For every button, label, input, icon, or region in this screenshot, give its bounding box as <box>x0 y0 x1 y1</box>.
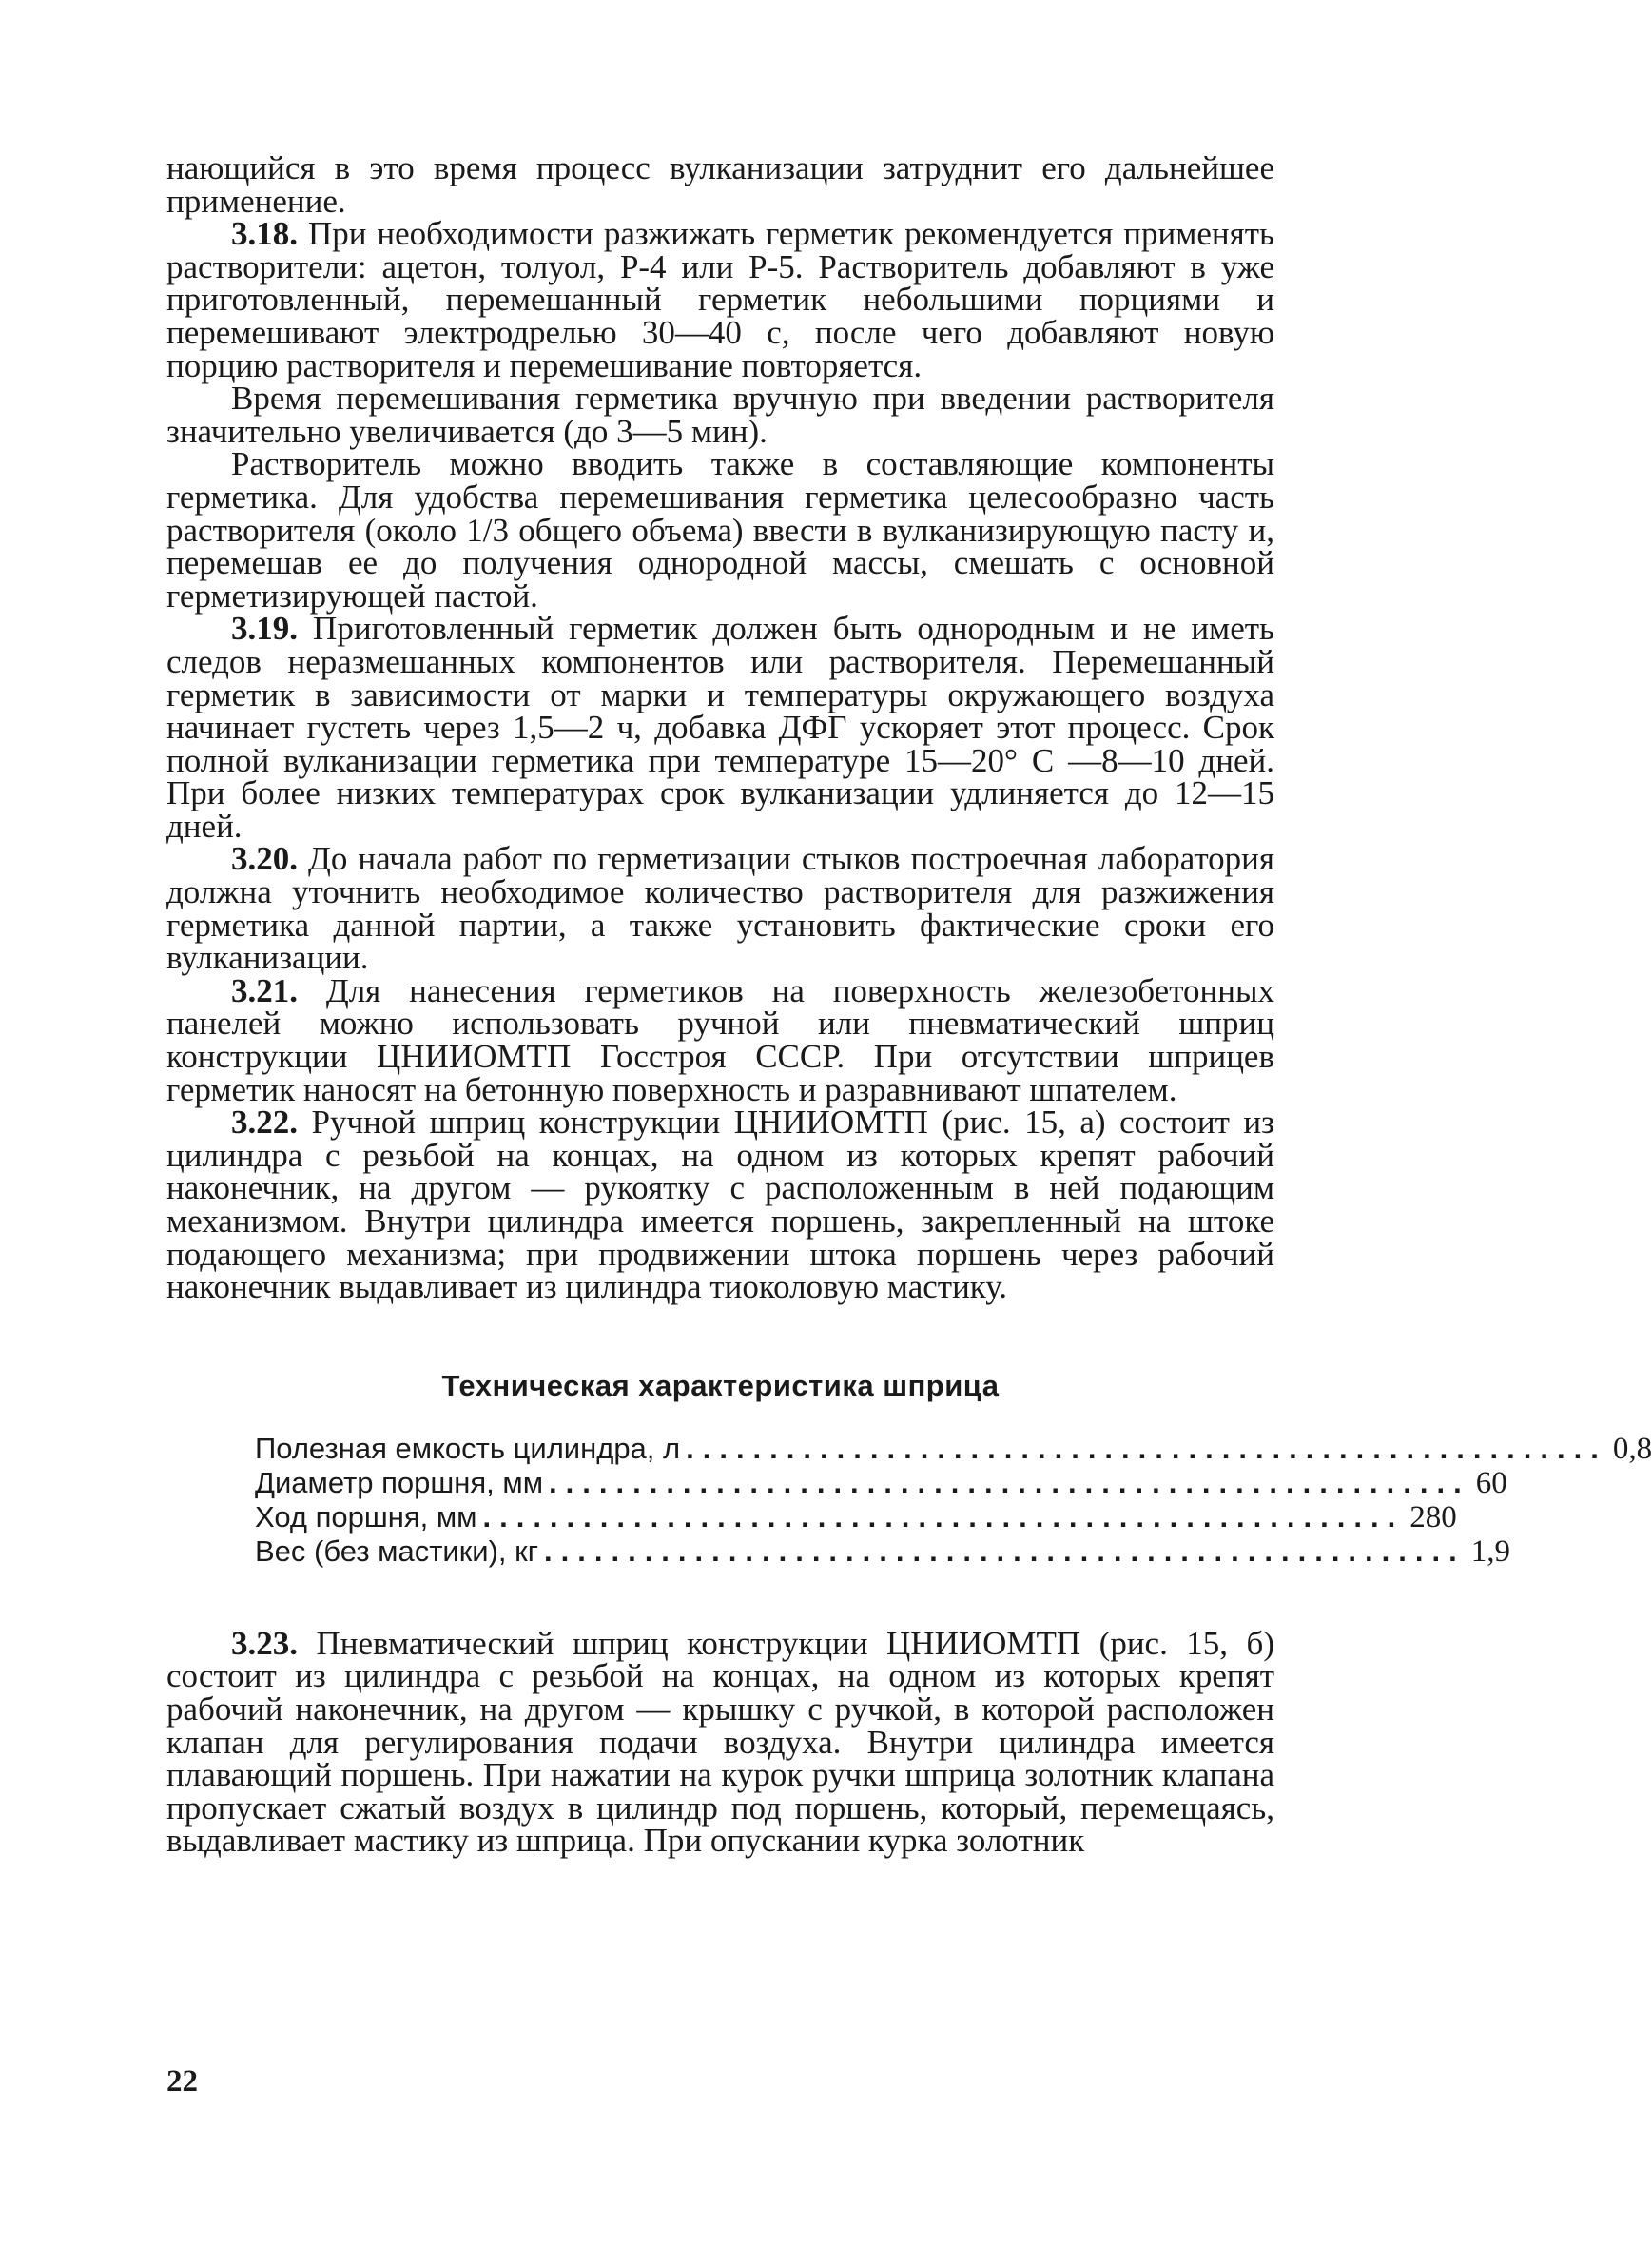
spec-row <box>255 1499 1457 1534</box>
paragraph-3-19 <box>166 610 1274 845</box>
spec-row <box>255 1534 1510 1569</box>
spec-label: Диаметр поршня, мм <box>255 1465 544 1499</box>
spec-value: 1,9 <box>1470 1534 1510 1569</box>
paragraph-text: Приготовленный герметик должен быть однородным и не иметь следов неразмешанных компонентов или растворителя. Перемешанный герметик в зависимости от марки и температуры окружающего воздуха начинает густеть через 1,5—2 ч, добавка ДФГ ускоряет этот процесс. Срок полной вулканизации герметика при температуре 15—20° С —8—10 дней. При более низких температурах срок вулканизации удлиняется до 12—15 дней. <box>166 610 1274 845</box>
paragraph-text: Время перемешивания герметика вручную при введении растворителя значительно увеличивается (до 3—5 мин). <box>166 380 1274 450</box>
paragraph-3-20 <box>166 840 1274 977</box>
paragraph-text: Пневматический шприц конструкции ЦНИИОМТП (рис. 15, б) состоит из цилиндра с резьбой на концах, на одном из которых крепят рабочий наконечник, на другом — крышку с ручкой, в которой расположен клапан для регулирования подачи воздуха. Внутри цилиндра имеется плавающий поршень. При нажатии на курок ручки шприца золотник клапана пропускает сжатый воздух в цилиндр под поршень, который, перемещаясь, выдавливает мастику из шприца. При опускании курка золотник <box>166 1624 1274 1860</box>
paragraph-text: Для нанесения герметиков на поверхность железобетонных панелей можно использовать ручной или пневматический шприц конструкции ЦНИИОМТП Госстроя СССР. При отсутствии шприцев герметик наносят на бетонную поверхность и разравнивают шпателем. <box>166 971 1274 1108</box>
spec-label: Полезная емкость цилиндра, л <box>255 1431 681 1465</box>
spec-value: 60 <box>1475 1465 1507 1500</box>
spec-value: 280 <box>1409 1499 1457 1534</box>
spec-row <box>255 1431 1652 1466</box>
paragraph-text: При необходимости разжижать герметик рекомендуется применять растворители: ацетон, толуол, Р-4 или Р-5. Растворитель добавляют в уже приготовленный, перемешанный герметик небольшими порциями и перемешивают электродрелью 30—40 с, после чего добавляют новую порцию растворителя и перемешивание повторяется. <box>166 215 1274 384</box>
paragraph-3-22 <box>166 1106 1274 1304</box>
paragraph-solvent-components <box>166 445 1274 615</box>
spec-heading: Техническая характеристика шприца <box>441 1368 1000 1402</box>
paragraph-text: Ручной шприц конструкции ЦНИИОМТП (рис. 15, а) состоит из цилиндра с резьбой на концах, на одном из которых крепят рабочий наконечник, на другом — рукоятку с расположенным в ней подающим механизмом. Внутри цилиндра имеется поршень, закрепленный на штоке подающего механизма; при продвижении штока поршень через рабочий наконечник выдавливает из цилиндра тиоколовую мастику. <box>166 1104 1274 1306</box>
paragraph-number: 3.22. <box>231 1104 298 1142</box>
paragraph-text: нающийся в это время процесс вулканизации затруднит его дальнейшее применение. <box>166 149 1274 220</box>
dot-leader: ....................................................... <box>482 1499 1405 1534</box>
paragraph-number: 3.18. <box>231 215 298 253</box>
paragraph-continuation <box>166 149 1274 220</box>
paragraph-text: Растворитель можно вводить также в составляющие компоненты герметика. Для удобства перемешивания герметика целесообразно часть растворителя (около 1/3 общего объема) ввести в вулканизирующую пасту и, перемешав ее до получения однородной массы, смешать с основной герметизирующей пастой. <box>166 445 1274 615</box>
dot-leader: ....................................................... <box>686 1431 1607 1465</box>
dot-leader: ....................................................... <box>544 1534 1466 1568</box>
spec-row <box>255 1465 1507 1500</box>
dot-leader: ....................................................... <box>549 1465 1470 1499</box>
spec-table <box>255 1431 1652 1569</box>
paragraph-3-23 <box>166 1624 1274 1860</box>
paragraph-number: 3.23. <box>231 1624 298 1662</box>
page-number: 22 <box>166 2064 198 2099</box>
spec-value: 0,8 <box>1612 1431 1652 1466</box>
paragraph-mixing-time <box>166 382 1274 448</box>
paragraph-number: 3.19. <box>231 610 298 648</box>
paragraph-number: 3.20. <box>231 840 298 878</box>
paragraph-number: 3.21. <box>231 971 298 1009</box>
spec-label: Ход поршня, мм <box>255 1499 477 1534</box>
paragraph-3-21 <box>166 971 1274 1108</box>
paragraph-3-18 <box>166 215 1274 384</box>
document-page <box>166 149 1652 1860</box>
paragraph-text: До начала работ по герметизации стыков построечная лаборатория должна уточнить необходимое количество растворителя для разжижения герметика данной партии, а также установить фактические сроки его вулканизации. <box>166 840 1274 977</box>
spec-label: Вес (без мастики), кг <box>255 1534 539 1568</box>
